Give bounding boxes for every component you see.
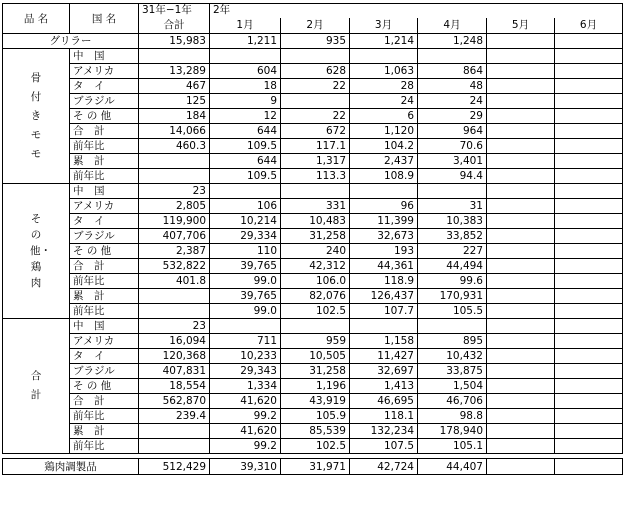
table-row — [3, 49, 623, 64]
value-cell — [350, 49, 418, 64]
country-column-header: 国 名 — [70, 4, 139, 34]
table-row — [3, 229, 623, 244]
value-cell — [487, 184, 555, 199]
value-cell — [555, 184, 623, 199]
table-row — [3, 319, 623, 334]
value-cell: 44,407 — [418, 459, 487, 475]
value-cell: 895 — [418, 334, 487, 349]
value-cell: 10,233 — [210, 349, 281, 364]
value-cell: 44,361 — [350, 259, 418, 274]
table-row — [3, 394, 623, 409]
value-cell: 99.0 — [210, 304, 281, 319]
value-cell — [281, 184, 350, 199]
table-row — [3, 439, 623, 454]
value-cell — [281, 319, 350, 334]
value-cell: 125 — [139, 94, 210, 109]
value-cell — [139, 439, 210, 454]
value-cell: 99.6 — [418, 274, 487, 289]
value-cell: 107.5 — [350, 439, 418, 454]
value-cell: 96 — [350, 199, 418, 214]
value-cell: 2,805 — [139, 199, 210, 214]
value-cell — [487, 94, 555, 109]
value-cell: 33,852 — [418, 229, 487, 244]
value-cell: 644 — [210, 124, 281, 139]
value-cell: 1,413 — [350, 379, 418, 394]
value-cell — [555, 274, 623, 289]
table-row — [3, 409, 623, 424]
value-cell: 227 — [418, 244, 487, 259]
value-cell — [555, 379, 623, 394]
value-cell: 9 — [210, 94, 281, 109]
value-cell: 46,706 — [418, 394, 487, 409]
value-cell: 193 — [350, 244, 418, 259]
value-cell — [210, 184, 281, 199]
value-cell: 32,673 — [350, 229, 418, 244]
value-cell — [555, 169, 623, 184]
value-cell: 39,765 — [210, 259, 281, 274]
value-cell: 628 — [281, 64, 350, 79]
value-cell: 2,437 — [350, 154, 418, 169]
value-cell — [487, 109, 555, 124]
value-cell: 240 — [281, 244, 350, 259]
country-label: 中 国 — [70, 319, 139, 334]
value-cell: 10,383 — [418, 214, 487, 229]
value-cell: 170,931 — [418, 289, 487, 304]
value-cell — [210, 49, 281, 64]
value-cell — [555, 199, 623, 214]
table-row — [3, 34, 623, 49]
value-cell: 1,158 — [350, 334, 418, 349]
value-cell — [487, 124, 555, 139]
header-row — [3, 4, 623, 18]
value-cell: 16,094 — [139, 334, 210, 349]
value-cell: 959 — [281, 334, 350, 349]
value-cell: 18,554 — [139, 379, 210, 394]
value-cell: 964 — [418, 124, 487, 139]
value-cell: 31 — [418, 199, 487, 214]
value-cell — [555, 349, 623, 364]
value-cell: 29,334 — [210, 229, 281, 244]
value-cell: 31,971 — [281, 459, 350, 475]
value-cell: 118.1 — [350, 409, 418, 424]
value-cell — [487, 139, 555, 154]
value-cell: 44,494 — [418, 259, 487, 274]
value-cell — [418, 49, 487, 64]
value-cell — [487, 439, 555, 454]
value-cell — [555, 49, 623, 64]
country-label: 中 国 — [70, 49, 139, 64]
value-cell: 22 — [281, 109, 350, 124]
month-header: 3月 — [350, 18, 418, 34]
country-label: 前年比 — [70, 409, 139, 424]
value-cell: 1,248 — [418, 34, 487, 49]
value-cell: 1,504 — [418, 379, 487, 394]
value-cell — [139, 49, 210, 64]
table-row — [3, 244, 623, 259]
value-cell — [487, 169, 555, 184]
country-label: 合 計 — [70, 394, 139, 409]
country-label: 合 計 — [70, 124, 139, 139]
import-statistics-sheet — [2, 3, 623, 475]
value-cell: 512,429 — [139, 459, 210, 475]
country-label: 前年比 — [70, 139, 139, 154]
value-cell: 41,620 — [210, 394, 281, 409]
value-cell — [487, 334, 555, 349]
country-label: アメリカ — [70, 334, 139, 349]
table-row — [3, 64, 623, 79]
value-cell: 99.2 — [210, 409, 281, 424]
value-cell: 10,214 — [210, 214, 281, 229]
country-label: そ の 他 — [70, 244, 139, 259]
country-label: そ の 他 — [70, 379, 139, 394]
month-header: 2月 — [281, 18, 350, 34]
value-cell — [555, 439, 623, 454]
value-cell: 178,940 — [418, 424, 487, 439]
value-cell: 562,870 — [139, 394, 210, 409]
value-cell: 109.5 — [210, 169, 281, 184]
value-cell: 13,289 — [139, 64, 210, 79]
value-cell — [555, 109, 623, 124]
country-label: 累 計 — [70, 289, 139, 304]
value-cell: 126,437 — [350, 289, 418, 304]
table-row — [3, 214, 623, 229]
value-cell — [555, 289, 623, 304]
value-cell: 94.4 — [418, 169, 487, 184]
value-cell — [487, 274, 555, 289]
value-cell: 1,214 — [350, 34, 418, 49]
value-cell: 42,724 — [350, 459, 418, 475]
value-cell: 31,258 — [281, 229, 350, 244]
value-cell — [139, 289, 210, 304]
value-cell — [487, 364, 555, 379]
country-label: 前年比 — [70, 439, 139, 454]
import-table — [2, 3, 623, 475]
value-cell: 23 — [139, 319, 210, 334]
value-cell — [418, 319, 487, 334]
table-row — [3, 274, 623, 289]
value-cell: 106 — [210, 199, 281, 214]
value-cell: 46,695 — [350, 394, 418, 409]
value-cell: 11,427 — [350, 349, 418, 364]
table-row — [3, 364, 623, 379]
table-body — [3, 4, 623, 475]
value-cell: 32,697 — [350, 364, 418, 379]
country-label: アメリカ — [70, 64, 139, 79]
value-cell: 106.0 — [281, 274, 350, 289]
value-cell: 10,505 — [281, 349, 350, 364]
table-row — [3, 154, 623, 169]
value-cell: 41,620 — [210, 424, 281, 439]
value-cell: 99.0 — [210, 274, 281, 289]
value-cell — [139, 424, 210, 439]
country-label: アメリカ — [70, 199, 139, 214]
value-cell — [487, 229, 555, 244]
value-cell — [487, 349, 555, 364]
value-cell — [555, 154, 623, 169]
value-cell — [418, 184, 487, 199]
value-cell: 39,310 — [210, 459, 281, 475]
griller-label: グリラー — [3, 34, 139, 49]
value-cell: 29 — [418, 109, 487, 124]
value-cell: 711 — [210, 334, 281, 349]
value-cell — [555, 334, 623, 349]
prev-year-total-header: 合計 — [139, 18, 210, 34]
value-cell: 1,211 — [210, 34, 281, 49]
value-cell: 18 — [210, 79, 281, 94]
value-cell — [139, 304, 210, 319]
table-row — [3, 424, 623, 439]
category-cell — [3, 319, 70, 454]
country-label: 前年比 — [70, 169, 139, 184]
value-cell — [487, 49, 555, 64]
value-cell: 48 — [418, 79, 487, 94]
table-row — [3, 349, 623, 364]
value-cell: 532,822 — [139, 259, 210, 274]
value-cell — [139, 154, 210, 169]
value-cell: 11,399 — [350, 214, 418, 229]
value-cell — [555, 229, 623, 244]
value-cell: 109.5 — [210, 139, 281, 154]
value-cell: 82,076 — [281, 289, 350, 304]
value-cell: 120,368 — [139, 349, 210, 364]
value-cell — [487, 304, 555, 319]
value-cell: 113.3 — [281, 169, 350, 184]
value-cell — [555, 64, 623, 79]
value-cell: 10,432 — [418, 349, 487, 364]
value-cell: 935 — [281, 34, 350, 49]
value-cell: 401.8 — [139, 274, 210, 289]
value-cell: 184 — [139, 109, 210, 124]
value-cell — [139, 169, 210, 184]
value-cell: 15,983 — [139, 34, 210, 49]
value-cell — [487, 154, 555, 169]
country-label: タ イ — [70, 349, 139, 364]
value-cell — [555, 259, 623, 274]
country-label: ブラジル — [70, 364, 139, 379]
value-cell: 107.7 — [350, 304, 418, 319]
value-cell: 102.5 — [281, 439, 350, 454]
value-cell — [555, 304, 623, 319]
processed-label: 鶏肉調製品 — [3, 459, 139, 475]
value-cell — [487, 409, 555, 424]
value-cell — [555, 319, 623, 334]
value-cell: 24 — [418, 94, 487, 109]
value-cell: 105.1 — [418, 439, 487, 454]
value-cell: 1,196 — [281, 379, 350, 394]
category-label: 合計 — [30, 370, 42, 401]
value-cell — [350, 319, 418, 334]
category-label: その他・鶏肉 — [30, 213, 51, 289]
value-cell: 3,401 — [418, 154, 487, 169]
value-cell — [555, 34, 623, 49]
month-header: 4月 — [418, 18, 487, 34]
table-row — [3, 169, 623, 184]
value-cell — [487, 79, 555, 94]
value-cell — [487, 424, 555, 439]
table-row — [3, 259, 623, 274]
value-cell: 102.5 — [281, 304, 350, 319]
value-cell — [487, 459, 555, 475]
country-label: 中 国 — [70, 184, 139, 199]
country-label: ブラジル — [70, 229, 139, 244]
value-cell: 12 — [210, 109, 281, 124]
value-cell — [555, 409, 623, 424]
value-cell — [487, 394, 555, 409]
value-cell — [555, 214, 623, 229]
value-cell — [555, 424, 623, 439]
value-cell — [210, 319, 281, 334]
table-row — [3, 139, 623, 154]
value-cell: 119,900 — [139, 214, 210, 229]
value-cell — [487, 319, 555, 334]
category-cell — [3, 49, 70, 184]
table-row — [3, 459, 623, 475]
value-cell — [555, 394, 623, 409]
value-cell: 105.9 — [281, 409, 350, 424]
value-cell: 98.8 — [418, 409, 487, 424]
month-header: 5月 — [487, 18, 555, 34]
value-cell — [281, 49, 350, 64]
value-cell: 604 — [210, 64, 281, 79]
value-cell: 22 — [281, 79, 350, 94]
value-cell: 104.2 — [350, 139, 418, 154]
value-cell: 407,831 — [139, 364, 210, 379]
value-cell — [281, 94, 350, 109]
value-cell: 644 — [210, 154, 281, 169]
value-cell — [555, 124, 623, 139]
country-label: そ の 他 — [70, 109, 139, 124]
value-cell — [555, 139, 623, 154]
value-cell — [555, 459, 623, 475]
table-row — [3, 379, 623, 394]
value-cell — [555, 94, 623, 109]
value-cell — [487, 244, 555, 259]
value-cell: 467 — [139, 79, 210, 94]
value-cell — [555, 364, 623, 379]
table-row — [3, 184, 623, 199]
value-cell: 28 — [350, 79, 418, 94]
value-cell — [487, 34, 555, 49]
country-label: 前年比 — [70, 274, 139, 289]
value-cell: 672 — [281, 124, 350, 139]
country-label: 累 計 — [70, 154, 139, 169]
value-cell: 117.1 — [281, 139, 350, 154]
value-cell: 460.3 — [139, 139, 210, 154]
value-cell — [487, 379, 555, 394]
table-row — [3, 124, 623, 139]
table-row — [3, 334, 623, 349]
value-cell — [487, 259, 555, 274]
value-cell: 29,343 — [210, 364, 281, 379]
product-column-header: 品 名 — [3, 4, 70, 34]
value-cell: 864 — [418, 64, 487, 79]
table-row — [3, 304, 623, 319]
month-header: 1月 — [210, 18, 281, 34]
value-cell: 105.5 — [418, 304, 487, 319]
value-cell: 85,539 — [281, 424, 350, 439]
value-cell: 1,334 — [210, 379, 281, 394]
country-label: 累 計 — [70, 424, 139, 439]
table-row — [3, 79, 623, 94]
value-cell: 1,063 — [350, 64, 418, 79]
value-cell: 14,066 — [139, 124, 210, 139]
value-cell: 33,875 — [418, 364, 487, 379]
value-cell: 43,919 — [281, 394, 350, 409]
value-cell — [555, 244, 623, 259]
value-cell: 24 — [350, 94, 418, 109]
value-cell: 2,387 — [139, 244, 210, 259]
value-cell — [487, 64, 555, 79]
month-header: 6月 — [555, 18, 623, 34]
value-cell — [487, 214, 555, 229]
country-label: 合 計 — [70, 259, 139, 274]
table-row — [3, 199, 623, 214]
value-cell: 99.2 — [210, 439, 281, 454]
value-cell: 1,317 — [281, 154, 350, 169]
country-label: タ イ — [70, 79, 139, 94]
current-year-header: 2年 — [210, 4, 623, 18]
value-cell — [555, 79, 623, 94]
value-cell — [487, 289, 555, 304]
value-cell: 31,258 — [281, 364, 350, 379]
category-cell — [3, 184, 70, 319]
value-cell: 42,312 — [281, 259, 350, 274]
value-cell: 110 — [210, 244, 281, 259]
value-cell: 331 — [281, 199, 350, 214]
category-label: 骨付きモモ — [30, 71, 42, 160]
country-label: 前年比 — [70, 304, 139, 319]
value-cell: 407,706 — [139, 229, 210, 244]
prev-year-header: 31年−1年 — [139, 4, 210, 18]
country-label: ブラジル — [70, 94, 139, 109]
table-row — [3, 94, 623, 109]
value-cell: 1,120 — [350, 124, 418, 139]
value-cell: 132,234 — [350, 424, 418, 439]
value-cell — [350, 184, 418, 199]
value-cell: 70.6 — [418, 139, 487, 154]
value-cell: 6 — [350, 109, 418, 124]
value-cell: 39,765 — [210, 289, 281, 304]
value-cell: 108.9 — [350, 169, 418, 184]
value-cell: 10,483 — [281, 214, 350, 229]
value-cell: 23 — [139, 184, 210, 199]
value-cell: 239.4 — [139, 409, 210, 424]
value-cell — [487, 199, 555, 214]
value-cell: 118.9 — [350, 274, 418, 289]
table-row — [3, 109, 623, 124]
table-row — [3, 289, 623, 304]
country-label: タ イ — [70, 214, 139, 229]
